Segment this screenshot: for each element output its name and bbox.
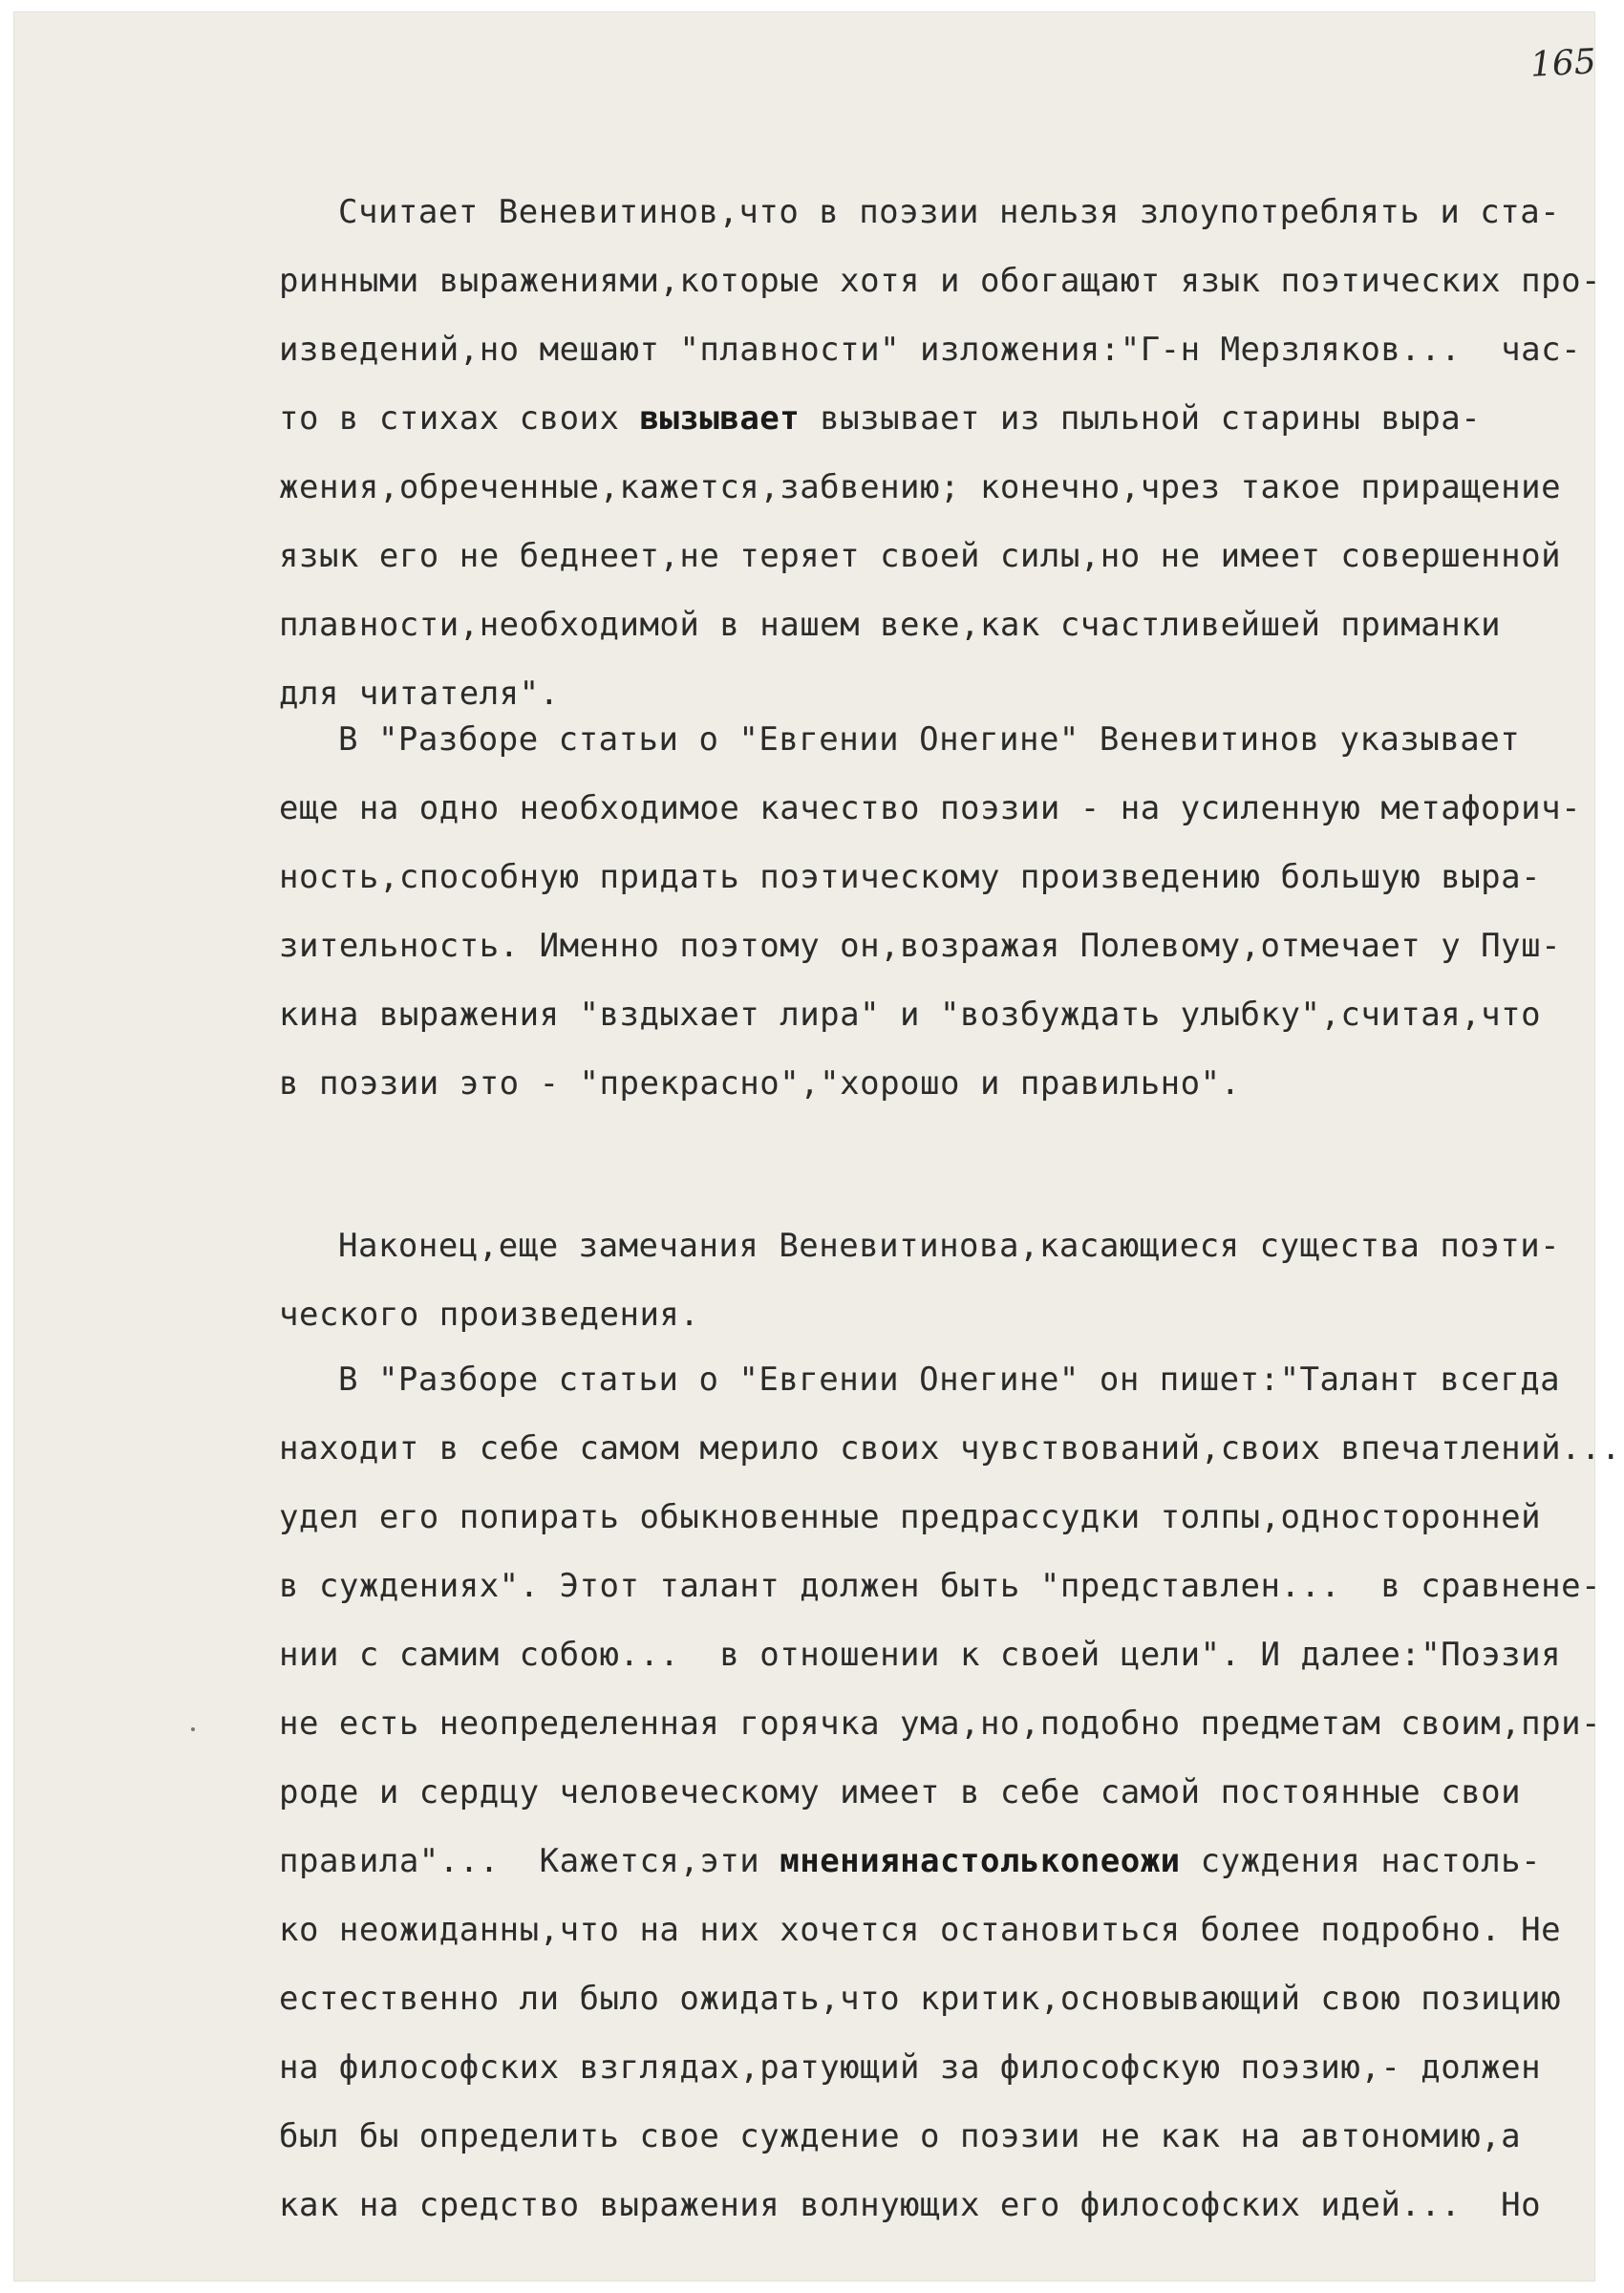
text-line: ческого произведения.: [279, 1296, 700, 1334]
text-fragment: то в стихах своих: [279, 399, 640, 438]
text-line: в суждениях". Этот талант должен быть "представлен... в сравнене-: [279, 1567, 1602, 1605]
text-line: нии с самим собою... в отношении к своей цели". И далее:"Поэзия: [279, 1636, 1562, 1674]
text-line: изведений,но мешают "плавности" изложения:"Г-н Мерзляков... час-: [279, 331, 1582, 369]
paragraph-2: [279, 705, 1597, 1118]
text-line: как на средство выражения волнующих его философских идей... Но: [279, 2186, 1542, 2224]
paper-speck: [191, 1727, 195, 1731]
text-line-with-strikeout: [279, 384, 1597, 453]
text-line: язык его не беднеет,не теряет своей силы,но не имеет совершенной: [279, 537, 1562, 575]
paragraph-4: [279, 1345, 1621, 2239]
text-line: роде и сердцу человеческому имеет в себе самой постоянные свои: [279, 1773, 1522, 1811]
paragraph-1: [279, 178, 1602, 728]
text-line: для читателя".: [279, 675, 560, 713]
text-fragment: суждения настоль-: [1180, 1842, 1542, 1880]
text-line: ность,способную придать поэтическому произведению большую выра-: [279, 858, 1542, 896]
text-line: не есть неопределенная горячка ума,но,подобно предметам своим,при-: [279, 1704, 1602, 1743]
text-line: был бы определить свое суждение о поэзии не как на автономию,а: [279, 2117, 1522, 2155]
page-number: 165: [1528, 42, 1597, 85]
text-line: жения,обреченные,кажется,забвению; конечно,чрез такое приращение: [279, 468, 1562, 506]
text-line-with-strikeout: [279, 1827, 1597, 1896]
text-line: В "Разборе статьи о "Евгении Онегине" Веневитинов указывает: [338, 720, 1521, 759]
text-line: на философских взглядах,ратующий за философскую поэзию,- должен: [279, 2048, 1542, 2087]
struck-out-phrase: мнениянастолькоnеожи: [780, 1842, 1181, 1880]
text-line: Наконец,еще замечания Веневитинова,касающиеся существа поэти-: [338, 1227, 1561, 1265]
text-line: кина выражения "вздыхает лира" и "возбуждать улыбку",считая,что: [279, 996, 1542, 1034]
paragraph-3: [279, 1211, 1597, 1349]
text-line: ко неожиданны,что на них хочется остановиться более подробно. Не: [279, 1911, 1562, 1949]
text-line: удел его попирать обыкновенные предрассудки толпы,односторонней: [279, 1498, 1542, 1536]
text-line: В "Разборе статьи о "Евгении Онегине" он пишет:"Талант всегда: [338, 1361, 1561, 1399]
text-line: зительность. Именно поэтому он,возражая Полевому,отмечает у Пуш-: [279, 927, 1562, 965]
text-line: находит в себе самом мерило своих чувствований,своих впечатлений...: [279, 1429, 1621, 1468]
text-line: плавности,необходимой в нашем веке,как счастливейшей приманки: [279, 606, 1502, 644]
text-line: ринными выражениями,которые хотя и обогащают язык поэтических про-: [279, 262, 1602, 300]
text-line: еще на одно необходимое качество поэзии - на усиленную метафорич-: [279, 789, 1582, 827]
struck-out-word: вызывает: [639, 399, 801, 438]
text-line: Считает Веневитинов,что в поэзии нельзя злоупотреблять и ста-: [338, 193, 1561, 231]
text-line: в поэзии это - "прекрасно","хорошо и правильно".: [279, 1064, 1241, 1103]
text-fragment: правила"... Кажется,эти: [279, 1842, 780, 1880]
text-line: естественно ли было ожидать,что критик,основывающий свою позицию: [279, 1980, 1562, 2018]
document-page: [13, 11, 1621, 2282]
text-fragment: вызывает из пыльной старины выра-: [800, 399, 1482, 438]
